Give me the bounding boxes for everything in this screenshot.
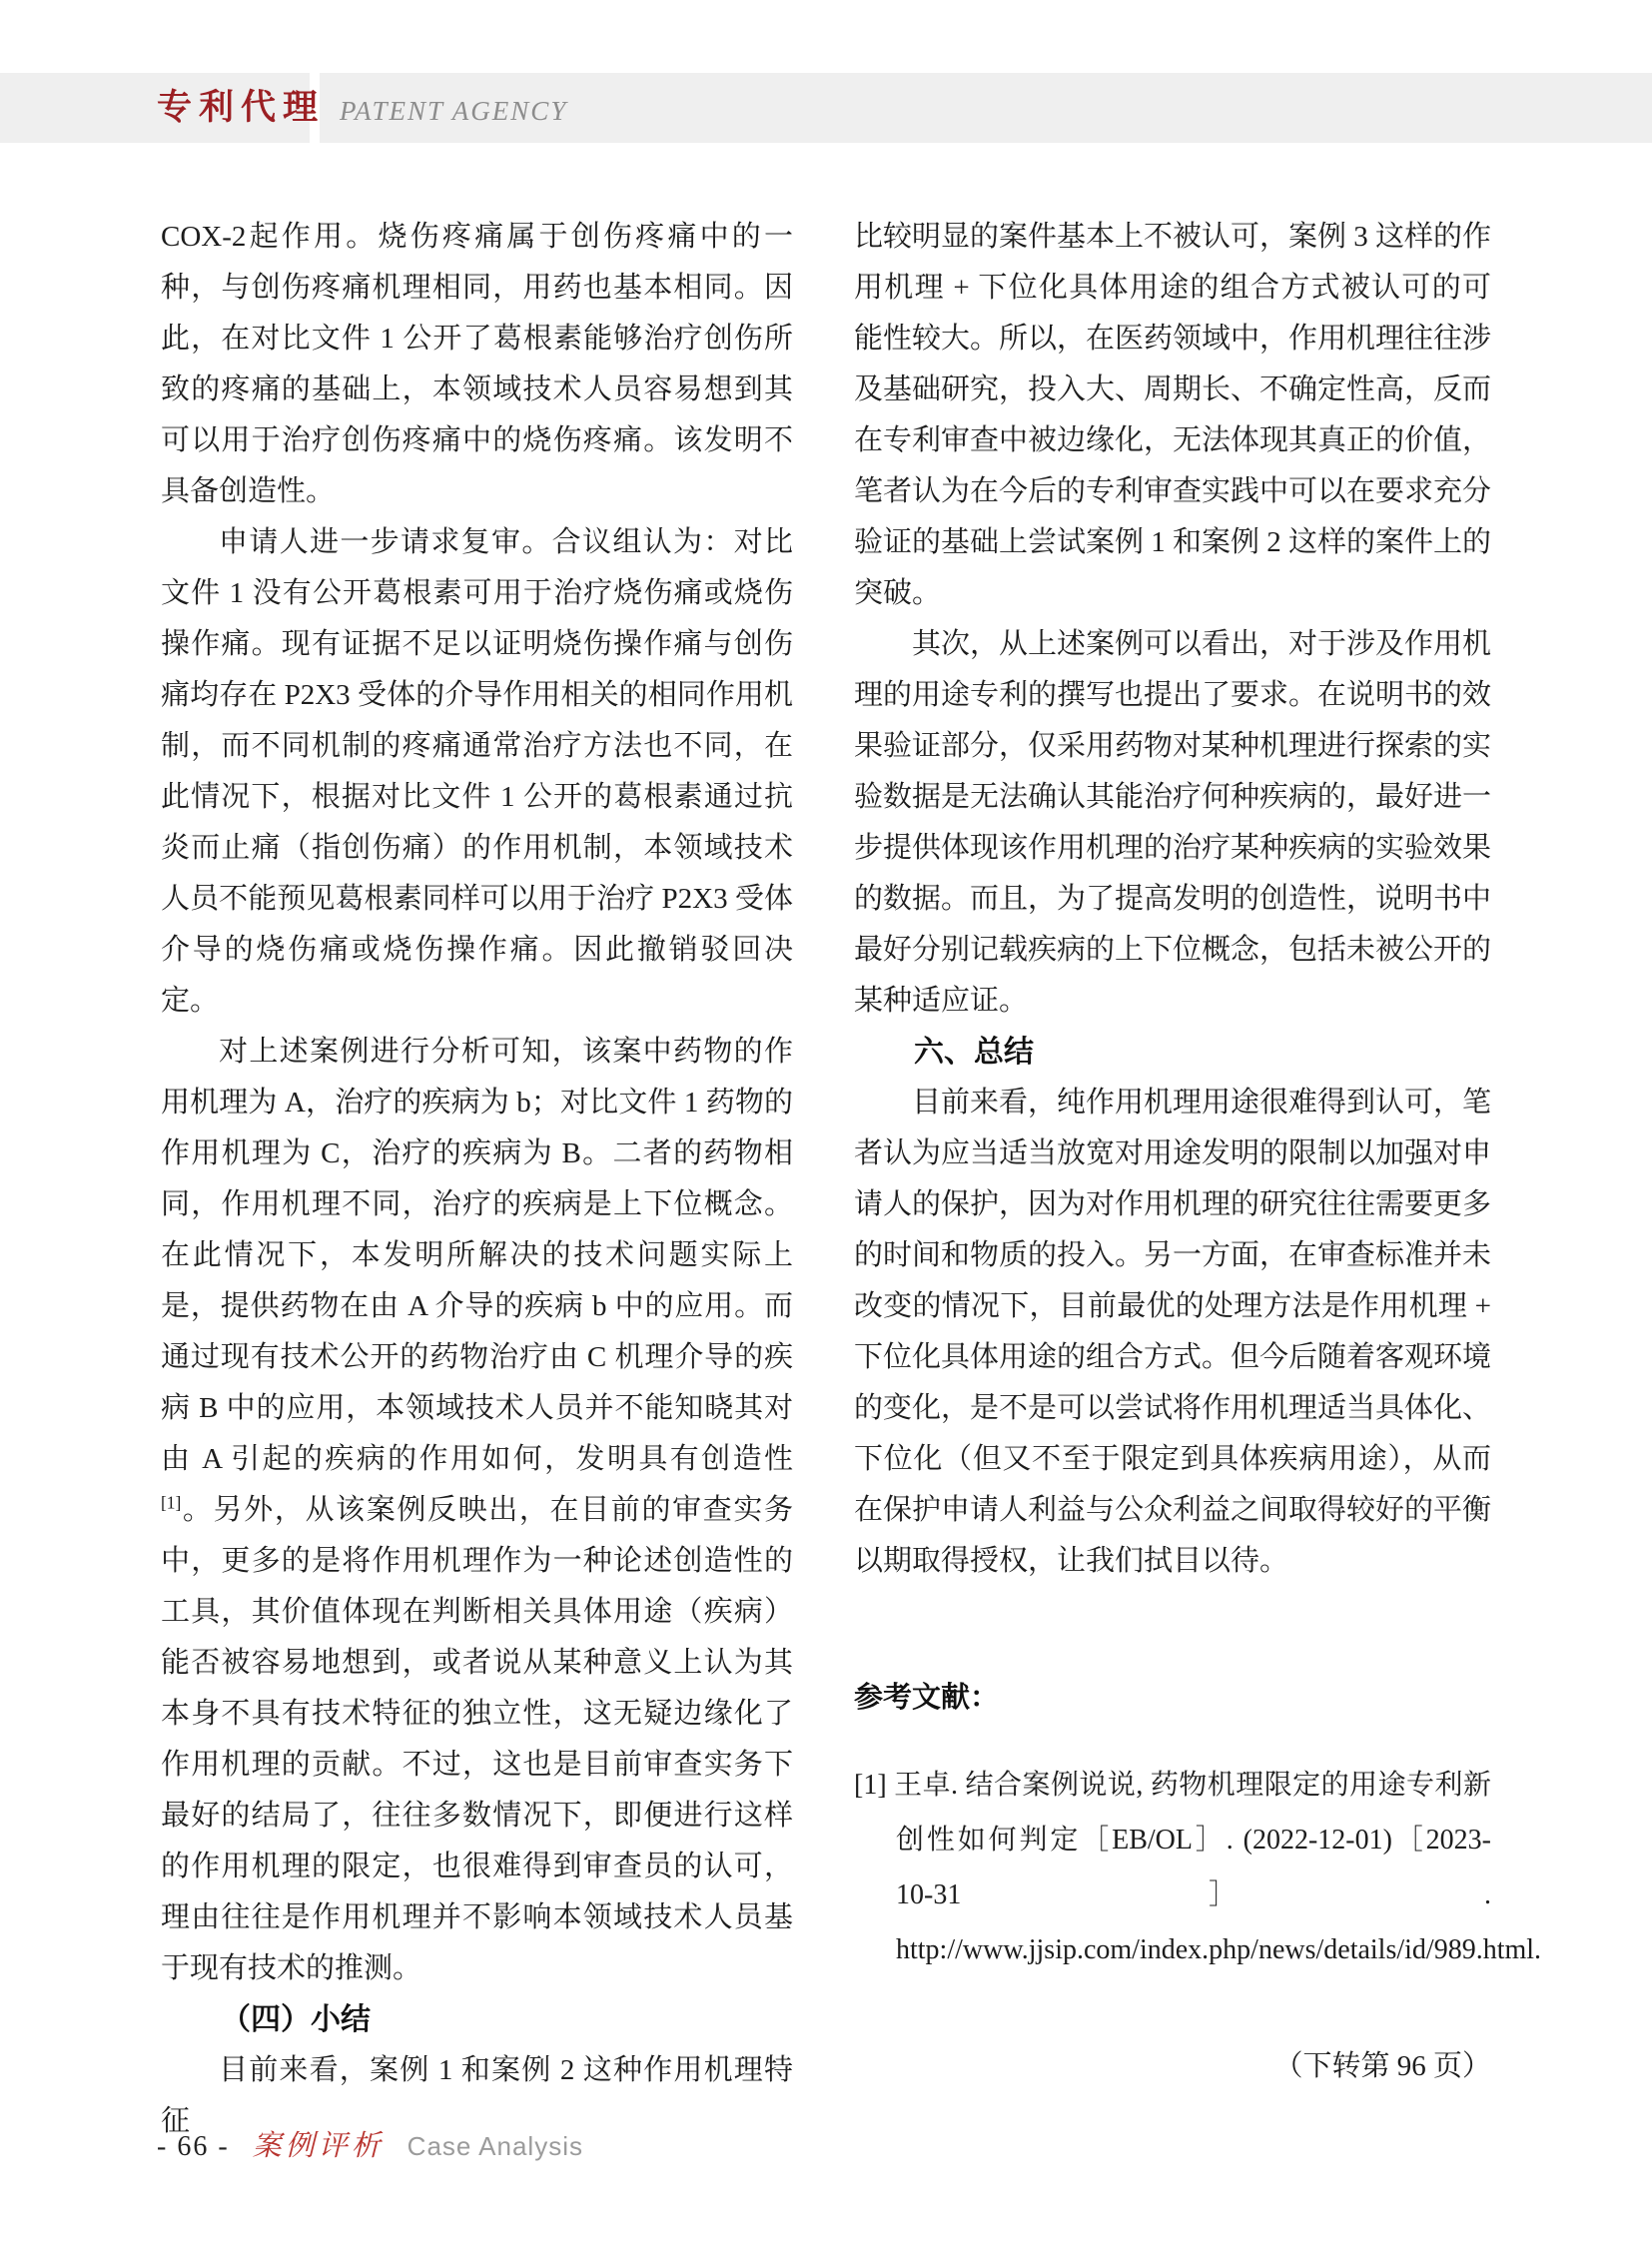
reference-item-1: [1] 王卓. 结合案例说说, 药物机理限定的用途专利新创性如何判定［EB/OL］. (2022-12-01)［2023-10-31］. http://www.jjsip.com/index.php/news/details/id/989.html. <box>854 1770 1542 1965</box>
category-title-en: PATENT AGENCY <box>340 96 568 126</box>
category-title-cn: 专利代理 <box>157 88 326 127</box>
paragraph-conclusion: 目前来看，纯作用机理用途很难得到认可，笔者认为应当适当放宽对用途发明的限制以加强对申请人的保护，因为对作用机理的研究往往需要更多的时间和物质的投入。另一方面，在审查标准并未改变的情况下，目前最优的处理方法是作用机理 + 下位化具体用途的组合方式。但今后随着客观环境的变化，是不是可以尝试将作用机理适当具体化、下位化（但又不至于限定到具体疾病用途），从而在保护申请人利益与公众利益之间取得较好的平衡以期取得授权，让我们拭目以待。 <box>854 1087 1492 1577</box>
paragraph-case-analysis-text-cont: 。另外，从该案例反映出，在目前的审查实务中，更多的是将作用机理作为一种论述创造性的工具，其价值体现在判断相关具体用途（疾病）能否被容易地想到，或者说从某种意义上认为其本身不具有技术特征的独立性，这无疑边缘化了作用机理的贡献。不过，这也是目前审查实务下最好的结局了，往往多数情况下，即便进行这样的作用机理的限定，也很难得到审查员的认可，理由往往是作用机理并不影响本领域技术人员基于现有技术的推测。 <box>161 1494 793 1984</box>
page-footer <box>157 2125 583 2167</box>
footer-section-title-en: Case Analysis <box>407 2131 583 2161</box>
left-column <box>161 212 793 2147</box>
continuation-note: （下转第 96 页） <box>1273 2050 1491 2082</box>
footer-section-title-cn: 案例评析 <box>252 2128 385 2162</box>
section-heading-conclusion: 六、总结 <box>914 1036 1034 1069</box>
paragraph-drafting-requirements: 其次，从上述案例可以看出，对于涉及作用机理的用途专利的撰写也提出了要求。在说明书的效果验证部分，仅采用药物对某种机理进行探索的实验数据是无法确认其能治疗何种疾病的，最好进一步提供体现该作用机理的治疗某种疾病的实验效果的数据。而且，为了提高发明的创造性，说明书中最好分别记载疾病的上下位概念，包括未被公开的某种适应证。 <box>854 628 1492 1017</box>
paragraph-case-analysis <box>161 1027 793 1994</box>
paragraph-summary-start: 目前来看，案例 1 和案例 2 这种作用机理特征 <box>161 2054 793 2137</box>
paragraph-summary-continued: 比较明显的案件基本上不被认可，案例 3 这样的作用机理 + 下位化具体用途的组合方式被认可的可能性较大。所以，在医药领域中，作用机理往往涉及基础研究，投入大、周期长、不确定性高，反而在专利审查中被边缘化，无法体现其真正的价值，笔者认为在今后的专利审查实践中可以在要求充分验证的基础上尝试案例 1 和案例 2 这样的案件上的突破。 <box>854 221 1492 609</box>
subsection-heading-summary: （四）小结 <box>221 2003 371 2036</box>
paragraph-continued-from-previous-page: COX-2起作用。烧伤疼痛属于创伤疼痛中的一种，与创伤疼痛机理相同，用药也基本相同。因此，在对比文件 1 公开了葛根素能够治疗创伤所致的疼痛的基础上，本领域技术人员容易想到其可以用于治疗创伤疼痛中的烧伤疼痛。该发明不具备创造性。 <box>161 221 793 507</box>
references-heading: 参考文献： <box>854 1682 1000 1714</box>
paragraph-case-analysis-text: 对上述案例进行分析可知，该案中药物的作用机理为 A，治疗的疾病为 b；对比文件 1 药物的作用机理为 C，治疗的疾病为 B。二者的药物相同，作用机理不同，治疗的疾病是上下位概念。在此情况下，本发明所解决的技术问题实际上是，提供药物在由 A 介导的疾病 b 中的应用。而通过现有技术公开的药物治疗由 C 机理介导的疾病 B 中的应用，本领域技术人员并不能知晓其对由 A 引起的疾病的作用如何，发明具有创造性 <box>161 1036 793 1475</box>
reference-superscript: [1] <box>161 1492 182 1513</box>
right-column <box>854 212 1542 2092</box>
paragraph-reexamination: 申请人进一步请求复审。合议组认为：对比文件 1 没有公开葛根素可用于治疗烧伤痛或烧伤操作痛。现有证据不足以证明烧伤操作痛与创伤痛均存在 P2X3 受体的介导作用相关的相同作用机制，而不同机制的疼痛通常治疗方法也不同，在此情况下，根据对比文件 1 公开的葛根素通过抗炎而止痛（指创伤痛）的作用机制，本领域技术人员不能预见葛根素同样可以用于治疗 P2X3 受体介导的烧伤痛或烧伤操作痛。因此撤销驳回决定。 <box>161 526 793 1017</box>
page-number: - 66 - <box>157 2131 230 2162</box>
